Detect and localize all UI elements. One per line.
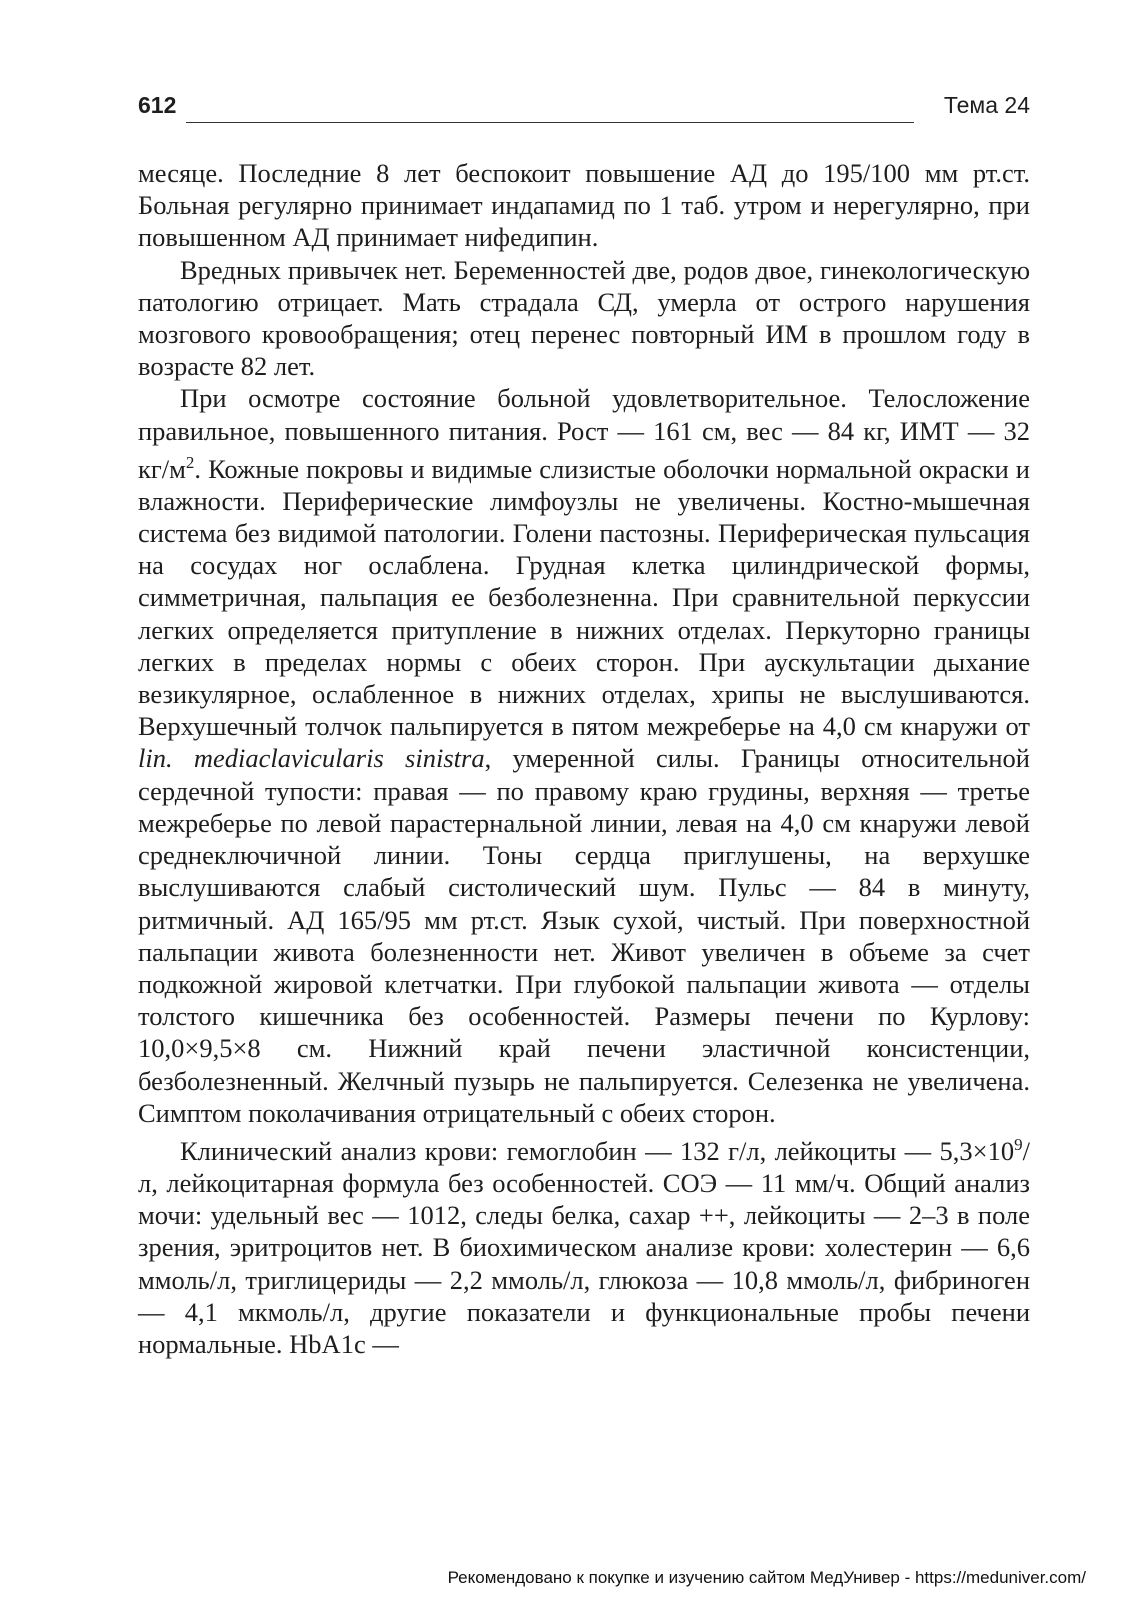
paragraph-3-text-a: При осмотре состояние больной удовлетворительное. Телосложение правильное, повышенного питания. Рост — 161 см, вес — 84 кг, ИМТ — 32 кг/м (138, 383, 1030, 484)
paragraph-4-text-a: Клинический анализ крови: гемоглобин — 132 г/л, лейкоциты — 5,3×10 (180, 1135, 1015, 1166)
superscript-2: 2 (185, 452, 195, 472)
page-number: 612 (138, 92, 177, 118)
superscript-9: 9 (1014, 1134, 1023, 1154)
paragraph-4 (138, 1129, 1030, 1360)
paragraph-3-text-c: , умеренной силы. Границы относительной сердечной тупости: правая — по правому краю грудины, верхняя — третье межреберье по левой парастернальной линии, левая на 4,0 см кнаружи левой среднеключичной линии. Тоны сердца приглушены, на верхушке выслушиваются слабый систолический шум. Пульс — 84 в минуту, ритмичный. АД 165/95 мм рт.ст. Язык сухой, чистый. При поверхностной пальпации живота болезненности нет. Живот увеличен в объеме за счет подкожной жировой клетчатки. При глубокой пальпации живота — отделы толстого кишечника без особенностей. Размеры печени по Курлову: 10,0×9,5×8 см. Нижний край печени эластичной консистенции, безболезненный. Желчный пузырь не пальпируется. Селезенка не увеличена. Симптом поколачивания отрицательный с обеих сторон. (138, 743, 1030, 1128)
paragraph-4-text-b: /л, лейкоцитарная формула без особенностей. СОЭ — 11 мм/ч. Общий анализ мочи: удельный вес — 1012, следы белка, сахар ++, лейкоциты — 2–3 в поле зрения, эритроцитов нет. В биохимическом анализе крови: холестерин — 6,6 ммоль/л, триглицериды — 2,2 ммоль/л, глюкоза — 10,8 ммоль/л, фибриноген — 4,1 мкмоль/л, другие показатели и функциональные пробы печени нормальные. HbA1c — (138, 1135, 1030, 1359)
topic-title: Тема 24 (943, 92, 1030, 118)
header-rule (186, 122, 914, 123)
paragraph-1: месяце. Последние 8 лет беспокоит повышение АД до 195/100 мм рт.ст. Больная регулярно принимает индапамид по 1 таб. утром и нерегулярно, при повышенном АД принимает нифедипин. (138, 158, 1030, 253)
paragraph-2: Вредных привычек нет. Беременностей две, родов двое, гинекологическую патологию отрицает. Мать страдала СД, умерла от острого нарушения мозгового кровообращения; отец перенес повторный ИМ в прошлом году в возрасте 82 лет. (138, 254, 1030, 382)
paragraph-3 (138, 382, 1030, 1129)
latin-term: lin. mediaclavicularis sinistra (138, 743, 485, 774)
page-header (138, 92, 1030, 122)
paragraph-3-text-b: . Кожные покровы и видимые слизистые оболочки нормальной окраски и влажности. Периферические лимфоузлы не увеличены. Костно-мышечная система без видимой патологии. Голени пастозны. Периферическая пульсация на сосудах ног ослаблена. Грудная клетка цилиндрической формы, симметричная, пальпация ее безболезненна. При сравнительной перкуссии легких определяется притупление в нижних отделах. Перкуторно границы легких в пределах нормы с обеих сторон. При аускультации дыхание везикулярное, ослабленное в нижних отделах, хрипы не выслушиваются. Верхушечный толчок пальпируется в пятом межреберье на 4,0 см кнаружи от (138, 453, 1030, 742)
footer-recommendation: Рекомендовано к покупке и изучению сайтом МедУнивер - https://meduniver.com/ (447, 1568, 1086, 1587)
body-text (138, 157, 1030, 1360)
